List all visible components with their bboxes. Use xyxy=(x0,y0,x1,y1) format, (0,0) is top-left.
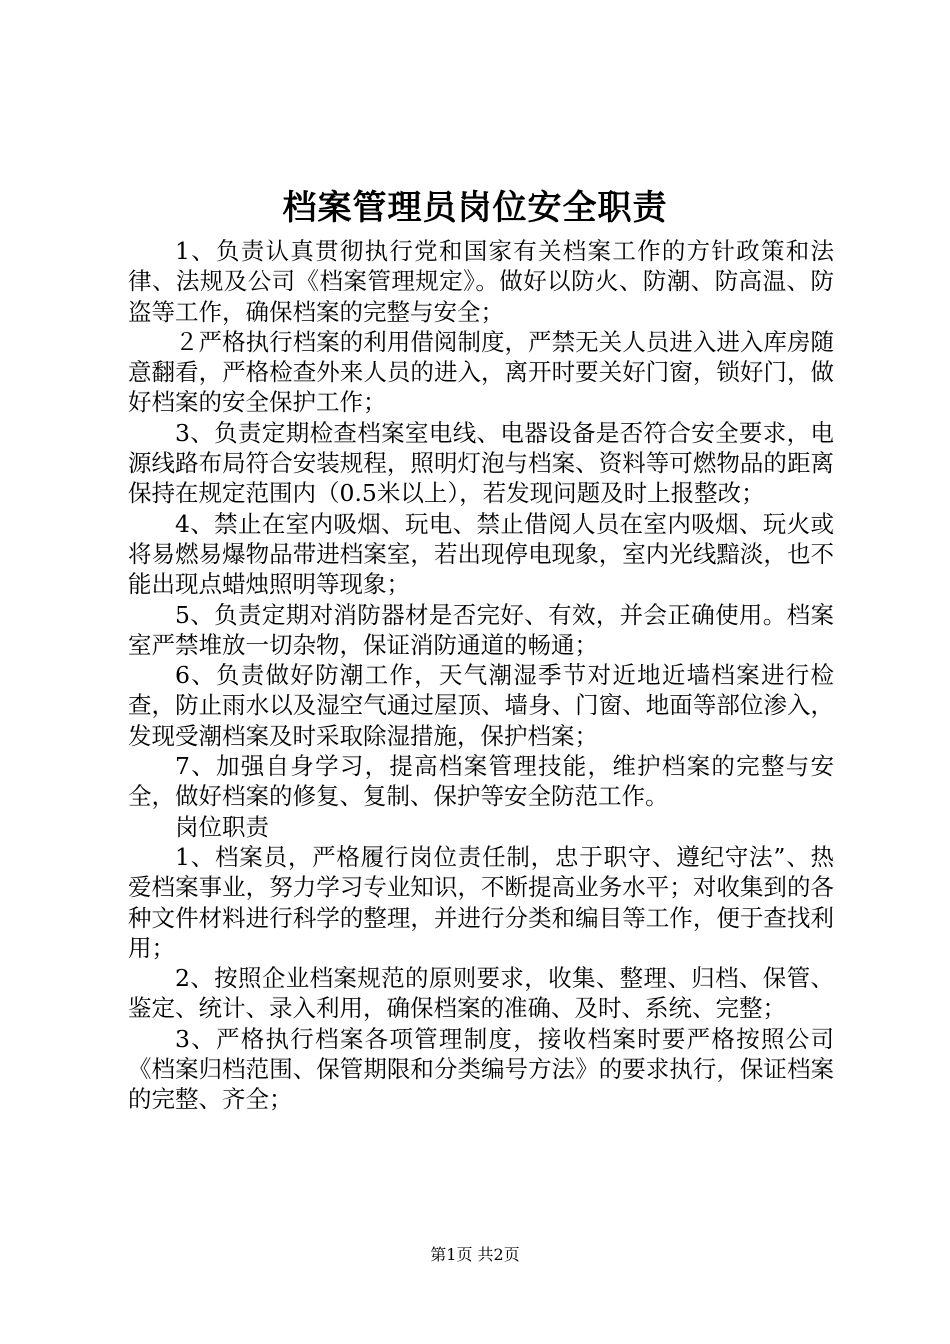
paragraph: 3、负责定期检查档案室电线、电器设备是否符合安全要求，电源线路布局符合安装规程，照明灯泡与档案、资料等可燃物品的距离保持在规定范围内（0.5米以上），若发现问题及时上报整改； xyxy=(128,418,834,508)
section-heading: 岗位职责 xyxy=(175,812,269,841)
page-footer: 第1页 共2页 xyxy=(430,1245,520,1264)
paragraph: 3、严格执行档案各项管理制度，接收档案时要严格按照公司《档案归档范围、保管期限和分类编号方法》的要求执行，保证档案的完整、齐全； xyxy=(128,1024,834,1114)
paragraph: 6、负责做好防潮工作，天气潮湿季节对近地近墙档案进行检查，防止雨水以及湿空气通过屋顶、墙身、门窗、地面等部位渗入，发现受潮档案及时采取除湿措施，保护档案； xyxy=(128,661,834,750)
paragraph: 5、负责定期对消防器材是否完好、有效，并会正确使用。档案室严禁堆放一切杂物，保证消防通道的畅通； xyxy=(128,600,834,659)
paragraph: 7、加强自身学习，提高档案管理技能，维护档案的完整与安全，做好档案的修复、复制、保护等安全防范工作。 xyxy=(128,752,834,811)
paragraph: 2、按照企业档案规范的原则要求，收集、整理、归档、保管、鉴定、统计、录入利用，确保档案的准确、及时、系统、完整； xyxy=(128,964,834,1023)
paragraph: ２严格执行档案的利用借阅制度，严禁无关人员进入进入库房随意翻看，严格检查外来人员的进入，离开时要关好门窗，锁好门，做好档案的安全保护工作； xyxy=(128,327,834,417)
paragraph: 4、禁止在室内吸烟、玩电、禁止借阅人员在室内吸烟、玩火或将易燃易爆物品带进档案室，若出现停电现象，室内光线黯淡，也不能出现点蜡烛照明等现象； xyxy=(128,509,834,599)
paragraph: 1、档案员，严格履行岗位责任制，忠于职守、遵纪守法”、热爱档案事业，努力学习专业知识，不断提高业务水平；对收集到的各种文件材料进行科学的整理，并进行分类和编目等工作，便于查找利用； xyxy=(128,842,834,962)
paragraph: 1、负责认真贯彻执行党和国家有关档案工作的方针政策和法律、法规及公司《档案管理规定》。做好以防火、防潮、防高温、防盗等工作，确保档案的完整与安全； xyxy=(128,237,834,326)
document-body xyxy=(128,236,834,1115)
document-title: 档案管理员岗位安全职责 xyxy=(282,188,668,228)
